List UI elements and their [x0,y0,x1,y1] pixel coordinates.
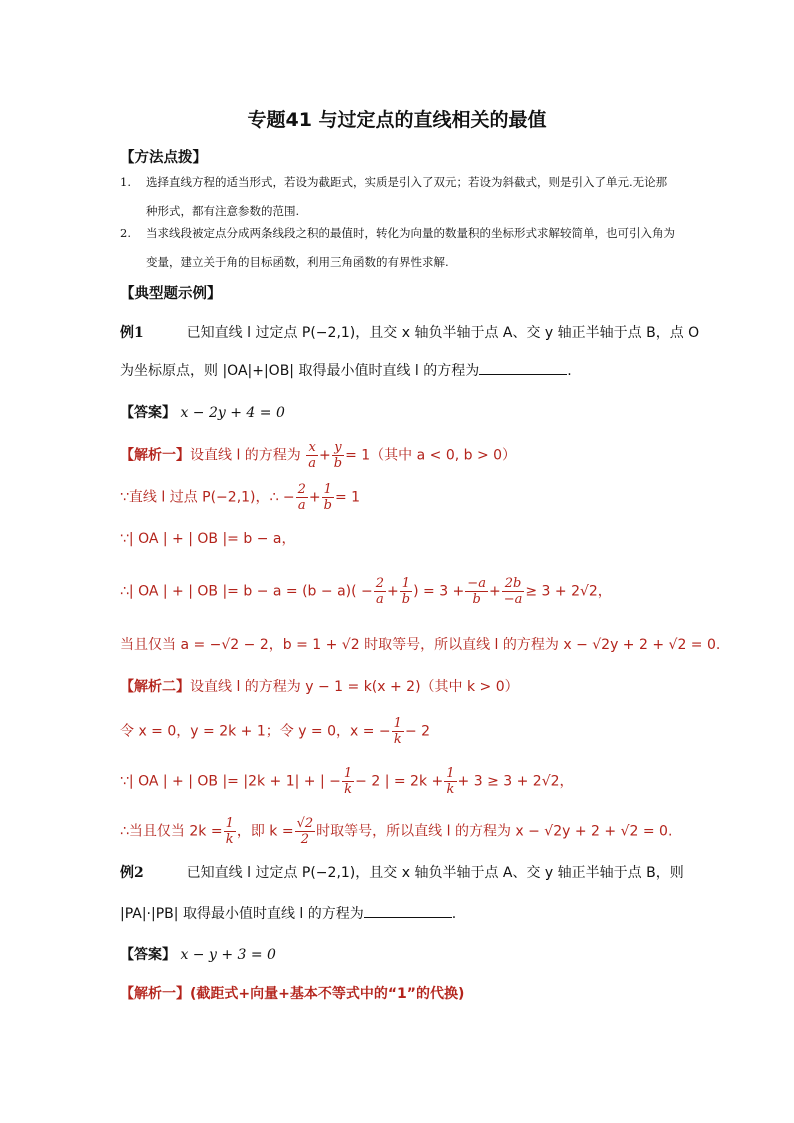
example-2-period: . [451,906,457,922]
numerator: 2b [502,576,525,592]
method-item-2 [120,219,675,277]
example-2-statement-line-2 [120,903,456,923]
text: − 2 [404,723,431,740]
solution-2-line-3 [120,766,574,797]
method-item-1-number: 1. [120,175,131,189]
text: ∴当且仅当 2k = [120,823,223,840]
answer-blank [479,360,567,375]
fraction [374,576,386,607]
fraction [322,482,334,513]
method-item-2-text: 当求线段被定点分成两条线段之积的最值时，转化为向量的数量积的坐标形式求解较简单，也可引入角为变量，建立关于角的目标函数，利用三角函数的有界性求解. [146,226,675,269]
example-2-text-2: |PA|·|PB| 取得最小值时直线 l 的方程为 [120,906,364,922]
solution-1-text: 设直线 l 的方程为 [190,447,301,464]
denominator: −a [503,592,523,607]
denominator: a [297,498,306,513]
fraction [444,766,456,797]
solution-1-conclusion: 当且仅当 a = −√2 − 2，b = 1 + √2 时取等号，所以直线 l 的方程为 x − √2y + 2 + √2 = 0. [120,637,721,653]
fraction [392,716,404,747]
denominator: b [401,592,411,607]
fraction [224,816,236,847]
numerator: 1 [446,766,455,781]
text: ∴| OA | + | OB |= b − a = (b − a)( − [120,583,373,600]
method-item-1-text: 选择直线方程的适当形式，若设为截距式，实质是引入了双元；若设为斜截式，则是引入了单元.无论那种形式，都有注意参数的范围. [146,175,668,218]
method-item-2-number: 2. [120,226,131,240]
solution-2-line-2 [120,716,430,747]
answer-equation: x − 2y + 4 = 0 [180,405,285,421]
text: + 3 ≥ 3 + 2√2， [457,773,574,790]
denominator: b [472,592,481,607]
fraction-y-over-b [332,440,344,471]
numerator: 1 [393,716,402,731]
denominator: b [333,456,343,471]
text: ∵| OA | + | OB |= |2k + 1| + | − [120,773,341,790]
solution-2-conclusion [120,816,672,847]
solution-1-line-1: 【解析一】设直线 l 的方程为 $\frac{x}{a}$ + $\frac{y}{b}$ = 1（其中 a < 0, b > 0） [120,440,517,471]
solution-1-line-3: ∵| OA | + | OB |= b − a， [120,531,296,547]
answer-blank [364,903,452,918]
example-1-label: 例1 [120,325,144,341]
text: 时取等号，所以直线 l 的方程为 x − √2y + 2 + √2 = 0. [316,823,673,840]
numerator: 2 [375,576,385,591]
numerator: 1 [343,766,353,781]
denominator: b [323,498,332,513]
fraction [295,816,316,847]
denominator: a [376,592,384,607]
example-2-solution-1 [120,983,464,1003]
example-2-statement-line-1 [120,862,684,882]
examples-header: 【典型题示例】 [120,286,222,302]
solution-2-label: 【解析二】 [120,679,190,695]
solution-1-label: 【解析一】 [120,447,190,464]
numerator: 1 [322,482,334,498]
text: = 1 [334,489,361,506]
numerator: 1 [225,816,234,831]
answer-label: 【答案】 [120,947,176,963]
fraction [502,576,525,607]
example-1-statement-line-2 [120,360,572,380]
solution-1-condition: = 1（其中 a < 0, b > 0） [345,447,517,464]
answer-equation: x − y + 3 = 0 [180,947,276,963]
denominator: k [393,732,402,747]
fraction-x-over-a [306,440,318,471]
page-title: 专题41 与过定点的直线相关的最值 [247,109,547,131]
text: ∵直线 l 过点 P(−2,1)，∴ − [120,489,295,506]
solution-method-note: (截距式+向量+基本不等式中的“1”的代换) [190,986,465,1002]
numerator: x [306,440,318,456]
text: ) = 3 + [413,583,465,600]
numerator: 2 [297,482,306,497]
solution-1-line-4: ∴| OA | + | OB |= b − a = (b − a)( − $\frac{2}{a}$ + $\frac{1}{b}$ ) = 3 + $\frac{-a}{b}$ + $\frac{2b}{-a}$ ≥ 3 + 2√2， [120,576,612,607]
text: − 2 | = 2k + [355,773,444,790]
answer-label: 【答案】 [120,405,176,421]
fraction [296,482,308,513]
fraction [342,766,354,797]
text: ，即 k = [236,823,294,840]
method-header: 【方法点拨】 [120,150,207,166]
text: 令 x = 0，y = 2k + 1；令 y = 0，x = − [120,723,391,740]
example-1-text-2: 为坐标原点，则 |OA|+|OB| 取得最小值时直线 l 的方程为 [120,363,480,379]
denominator: k [446,782,455,797]
fraction [465,576,488,607]
numerator: y [332,440,344,456]
solution-1-line-2: ∵直线 l 过点 P(−2,1)，∴ − $\frac{2}{a}$ + $\frac{1}{b}$ = 1 [120,482,361,513]
denominator: k [344,782,352,797]
example-1-text-1: 已知直线 l 过定点 P(−2,1)，且交 x 轴负半轴于点 A、交 y 轴正半轴于点 B，点 O [186,325,700,341]
method-item-1 [120,168,675,226]
denominator: 2 [300,832,310,847]
denominator: a [308,456,317,471]
example-1-answer [120,402,285,422]
solution-2-line-1 [120,676,519,696]
example-2-label: 例2 [120,865,144,881]
solution-label: 【解析一】 [120,986,190,1002]
example-2-answer [120,944,276,964]
example-1-statement-line-1 [120,322,699,342]
fraction [400,576,412,607]
numerator: √2 [296,816,314,831]
example-2-text-1: 已知直线 l 过定点 P(−2,1)，且交 x 轴负半轴于点 A、交 y 轴正半轴于点 B，则 [186,865,684,881]
text: ≥ 3 + 2√2， [525,583,612,600]
denominator: k [225,832,234,847]
solution-2-text: 设直线 l 的方程为 y − 1 = k(x + 2)（其中 k > 0） [190,679,519,695]
numerator: −a [467,576,486,591]
numerator: 1 [400,576,412,592]
example-1-period: . [567,363,572,379]
